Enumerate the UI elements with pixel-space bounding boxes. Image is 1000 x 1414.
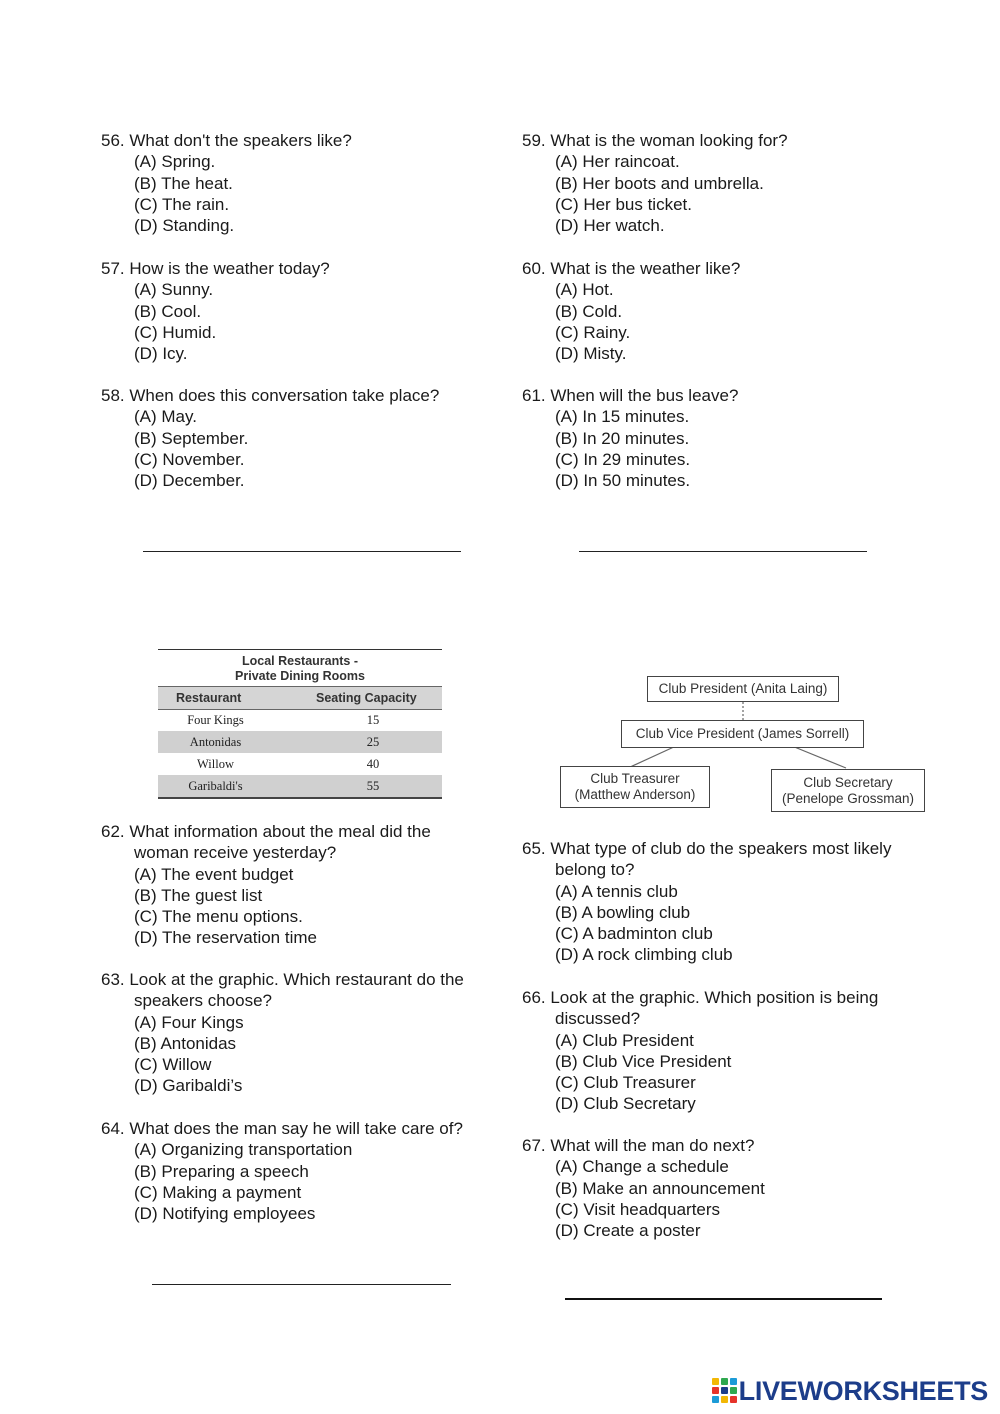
question-65 bbox=[522, 838, 891, 966]
question-66 bbox=[522, 987, 878, 1115]
vice-president-box: Club Vice President (James Sorrell) bbox=[621, 720, 864, 748]
question-stem: 64. What does the man say he will take care of? bbox=[101, 1119, 463, 1138]
option-d: (D) In 50 minutes. bbox=[555, 471, 691, 491]
question-stem-continued: speakers choose? bbox=[134, 991, 272, 1011]
liveworksheets-grid-icon bbox=[712, 1378, 736, 1404]
option-a: (A) A tennis club bbox=[555, 881, 678, 901]
treasurer-name: (Matthew Anderson) bbox=[574, 787, 696, 802]
secretary-name: (Penelope Grossman) bbox=[781, 791, 915, 806]
question-61 bbox=[522, 385, 738, 491]
question-stem-continued: belong to? bbox=[555, 860, 635, 880]
option-c: (C) November. bbox=[134, 449, 245, 469]
option-c: (C) Visit headquarters bbox=[555, 1199, 721, 1219]
option-c: (C) A badminton club bbox=[555, 924, 713, 944]
table-row bbox=[158, 753, 442, 775]
option-b: (B) Antonidas bbox=[134, 1033, 237, 1053]
question-stem: 62. What information about the meal did the bbox=[101, 822, 431, 841]
question-60 bbox=[522, 258, 740, 364]
club-org-chart bbox=[556, 672, 930, 818]
question-stem: 60. What is the weather like? bbox=[522, 259, 741, 278]
option-a: (A) Four Kings bbox=[134, 1012, 244, 1032]
option-d: (D) Standing. bbox=[134, 216, 235, 236]
treasurer-title: Club Treasurer bbox=[590, 771, 680, 786]
answer-blank-left-1[interactable] bbox=[143, 551, 461, 552]
seating-capacity: 40 bbox=[366, 757, 380, 771]
president-box: Club President (Anita Laing) bbox=[647, 676, 839, 702]
option-b: (B) In 20 minutes. bbox=[555, 428, 690, 448]
option-b: (B) Cool. bbox=[134, 301, 202, 321]
question-59 bbox=[522, 130, 788, 236]
option-d: (D) December. bbox=[134, 471, 245, 491]
restaurant-name: Garibaldi's bbox=[188, 779, 243, 793]
restaurant-name: Four Kings bbox=[187, 713, 244, 727]
option-c: (C) Club Treasurer bbox=[555, 1073, 696, 1093]
seating-capacity: 55 bbox=[366, 779, 380, 793]
connector-vp-treasurer bbox=[628, 746, 676, 768]
question-stem: 59. What is the woman looking for? bbox=[522, 131, 788, 150]
option-d: (D) A rock climbing club bbox=[555, 945, 733, 965]
question-64 bbox=[101, 1118, 463, 1224]
option-b: (B) The guest list bbox=[134, 885, 263, 905]
option-d: (D) Garibaldi’s bbox=[134, 1076, 243, 1096]
table-title-line-1: Local Restaurants - bbox=[241, 654, 358, 668]
question-56 bbox=[101, 130, 352, 236]
option-d: (D) The reservation time bbox=[134, 928, 317, 948]
question-stem: 63. Look at the graphic. Which restaurant do the bbox=[101, 970, 464, 989]
option-d: (D) Her watch. bbox=[555, 216, 665, 236]
restaurant-name: Antonidas bbox=[189, 735, 242, 749]
option-c: (C) Humid. bbox=[134, 322, 217, 342]
question-stem: 58. When does this conversation take place? bbox=[101, 386, 440, 405]
option-d: (D) Create a poster bbox=[555, 1221, 701, 1241]
option-a: (A) Change a schedule bbox=[555, 1157, 729, 1177]
question-stem: 57. How is the weather today? bbox=[101, 259, 330, 278]
connector-vp-secretary bbox=[792, 746, 846, 768]
option-b: (B) Cold. bbox=[555, 301, 623, 321]
secretary-box bbox=[771, 769, 925, 812]
question-63 bbox=[101, 969, 464, 1097]
question-67 bbox=[522, 1135, 765, 1241]
option-b: (B) Preparing a speech bbox=[134, 1161, 309, 1181]
option-c: (C) Her bus ticket. bbox=[555, 194, 692, 214]
option-a: (A) Hot. bbox=[555, 280, 614, 300]
option-a: (A) Club President bbox=[555, 1030, 694, 1050]
option-c: (C) Willow bbox=[134, 1055, 212, 1075]
question-stem: 65. What type of club do the speakers most likely bbox=[522, 839, 892, 858]
option-b: (B) Make an announcement bbox=[555, 1178, 765, 1198]
option-d: (D) Misty. bbox=[555, 344, 627, 364]
table-row bbox=[158, 775, 442, 797]
table-title bbox=[158, 654, 442, 684]
option-a: (A) Spring. bbox=[134, 152, 216, 172]
question-stem: 66. Look at the graphic. Which position is being bbox=[522, 988, 879, 1007]
option-c: (C) The menu options. bbox=[134, 907, 303, 927]
header-restaurant: Restaurant bbox=[176, 691, 242, 705]
table-top-rule bbox=[158, 649, 442, 650]
answer-blank-left-2[interactable] bbox=[152, 1284, 451, 1285]
question-stem: 56. What don't the speakers like? bbox=[101, 131, 352, 150]
answer-blank-right-1[interactable] bbox=[579, 551, 867, 552]
option-b: (B) Club Vice President bbox=[555, 1051, 732, 1071]
option-b: (B) A bowling club bbox=[555, 902, 691, 922]
restaurant-table-graphic bbox=[158, 645, 442, 800]
option-b: (B) September. bbox=[134, 428, 249, 448]
table-row bbox=[158, 731, 442, 753]
option-a: (A) Organizing transportation bbox=[134, 1140, 353, 1160]
seating-capacity: 15 bbox=[366, 713, 380, 727]
answer-blank-right-2[interactable] bbox=[565, 1298, 882, 1300]
option-d: (D) Club Secretary bbox=[555, 1094, 696, 1114]
option-c: (C) The rain. bbox=[134, 194, 230, 214]
restaurant-name: Willow bbox=[197, 757, 234, 771]
option-a: (A) The event budget bbox=[134, 864, 294, 884]
brand-text: LIVEWORKSHEETS bbox=[738, 1375, 988, 1406]
option-a: (A) May. bbox=[134, 407, 197, 427]
option-b: (B) Her boots and umbrella. bbox=[555, 173, 764, 193]
option-c: (C) In 29 minutes. bbox=[555, 449, 691, 469]
option-a: (A) In 15 minutes. bbox=[555, 407, 690, 427]
option-a: (A) Sunny. bbox=[134, 280, 214, 300]
treasurer-box bbox=[560, 766, 710, 808]
question-58 bbox=[101, 385, 439, 491]
option-b: (B) The heat. bbox=[134, 173, 233, 193]
option-c: (C) Making a payment bbox=[134, 1182, 302, 1202]
table-bottom-rule bbox=[158, 797, 442, 799]
seating-capacity: 25 bbox=[366, 735, 380, 749]
question-stem: 61. When will the bus leave? bbox=[522, 386, 739, 405]
question-57 bbox=[101, 258, 330, 364]
option-d: (D) Icy. bbox=[134, 344, 188, 364]
table-row bbox=[158, 709, 442, 731]
secretary-title: Club Secretary bbox=[803, 775, 893, 790]
option-c: (C) Rainy. bbox=[555, 322, 631, 342]
question-stem: 67. What will the man do next? bbox=[522, 1136, 755, 1155]
option-a: (A) Her raincoat. bbox=[555, 152, 680, 172]
liveworksheets-logo bbox=[712, 1374, 988, 1408]
question-stem-continued: woman receive yesterday? bbox=[134, 843, 337, 863]
table-header-row bbox=[158, 686, 442, 710]
table-title-line-2: Private Dining Rooms bbox=[235, 669, 365, 683]
question-62 bbox=[101, 821, 431, 949]
option-d: (D) Notifying employees bbox=[134, 1204, 316, 1224]
header-seating-capacity: Seating Capacity bbox=[316, 691, 417, 705]
question-stem-continued: discussed? bbox=[555, 1009, 641, 1029]
